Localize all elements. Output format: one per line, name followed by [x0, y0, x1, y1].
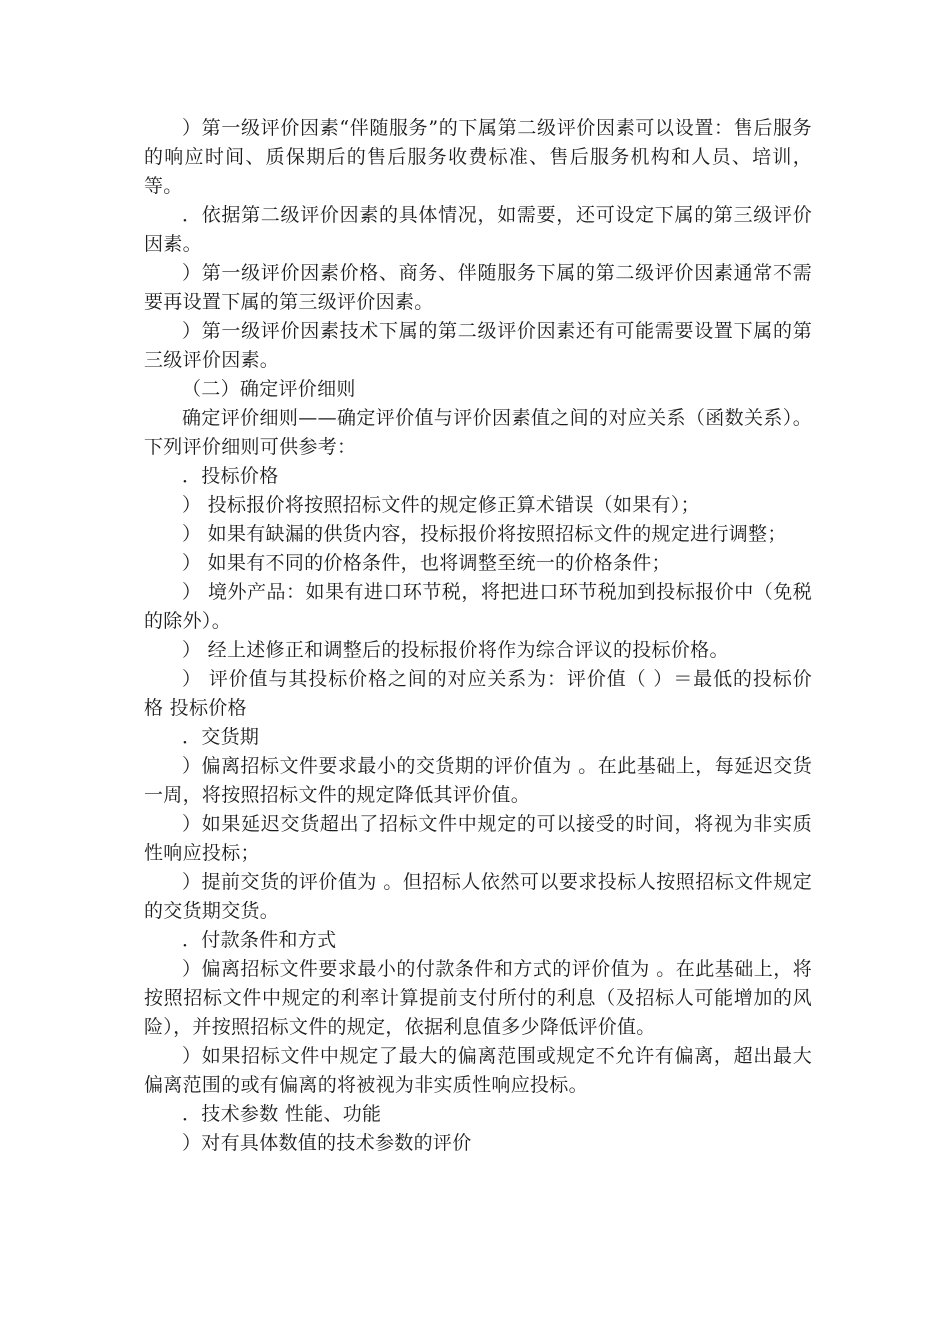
paragraph: ）第一级评价因素“伴随服务”的下属第二级评价因素可以设置：售后服务的响应时间、质保期后的售后服务收费标准、售后服务机构和人员、培训，等。	[144, 117, 812, 197]
list-item: ） 投标报价将按照招标文件的规定修正算术错误（如果有）；	[182, 494, 700, 516]
section-heading: （二）确定评价细则	[182, 378, 356, 400]
paragraph: ．依据第二级评价因素的具体情况，如需要，还可设定下属的第三级评价因素。	[144, 204, 812, 255]
list-item: ） 境外产品：如果有进口环节税，将把进口环节税加到投标报价中（免税的除外）。	[144, 581, 812, 632]
list-item: ） 经上述修正和调整后的投标报价将作为综合评议的投标价格。	[182, 639, 729, 661]
list-item: ）偏离招标文件要求最小的交货期的评价值为 。在此基础上，每延迟交货一周，将按照招标文件的规定降低其评价值。	[144, 755, 812, 806]
list-item: ） 如果有不同的价格条件，也将调整至统一的价格条件；	[182, 552, 671, 574]
subsection-heading: ．投标价格	[182, 465, 279, 487]
list-item: ） 如果有缺漏的供货内容，投标报价将按照招标文件的规定进行调整；	[182, 523, 787, 545]
list-item: ）偏离招标文件要求最小的付款条件和方式的评价值为 。在此基础上，将按照招标文件中规定的利率计算提前支付所付的利息（及招标人可能增加的风险），并按照招标文件的规定，依据利息值多少降低评价值。	[144, 958, 812, 1038]
list-item: ） 评价值与其投标价格之间的对应关系为：评价值（ ）＝最低的投标价格 投标价格	[144, 668, 812, 719]
list-item: ）如果招标文件中规定了最大的偏离范围或规定不允许有偏离，超出最大偏离范围的或有偏离的将被视为非实质性响应投标。	[144, 1045, 812, 1096]
document-body	[144, 114, 812, 1158]
subsection-heading: ．技术参数 性能、功能	[182, 1103, 382, 1125]
paragraph: 确定评价细则——确定评价值与评价因素值之间的对应关系（函数关系）。下列评价细则可供参考：	[144, 407, 812, 458]
subsection-heading: ．交货期	[182, 726, 260, 748]
paragraph: ）第一级评价因素技术下属的第二级评价因素还有可能需要设置下属的第三级评价因素。	[144, 320, 812, 371]
subsection-heading: ．付款条件和方式	[182, 929, 337, 951]
list-item: ）对有具体数值的技术参数的评价	[182, 1132, 472, 1154]
list-item: ）如果延迟交货超出了招标文件中规定的可以接受的时间，将视为非实质性响应投标；	[144, 813, 812, 864]
paragraph: ）第一级评价因素价格、商务、伴随服务下属的第二级评价因素通常不需要再设置下属的第三级评价因素。	[144, 262, 812, 313]
list-item: ）提前交货的评价值为 。但招标人依然可以要求投标人按照招标文件规定的交货期交货。	[144, 871, 812, 922]
